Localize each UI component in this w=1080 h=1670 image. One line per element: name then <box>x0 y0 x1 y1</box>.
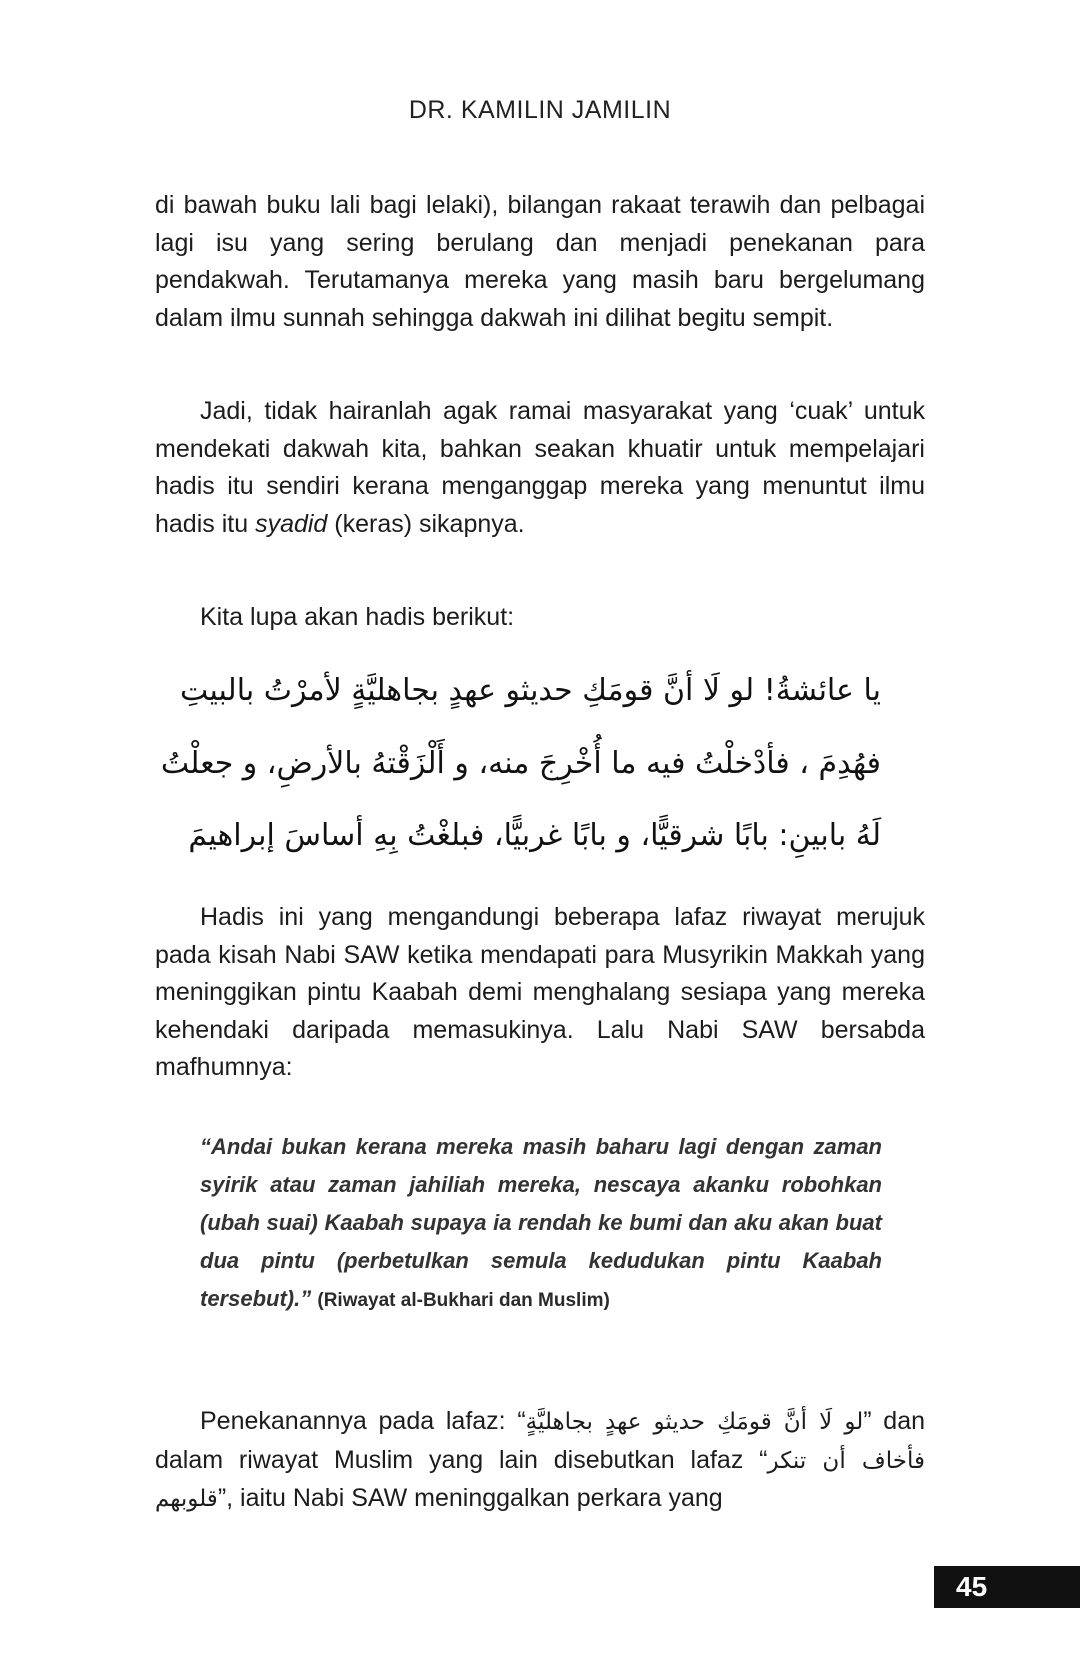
paragraph-3-text: Kita lupa akan hadis berikut: <box>200 603 515 631</box>
quote-text: “Andai bukan kerana mereka masih baharu lagi dengan zaman syirik atau zaman jahiliah mereka, nescaya akanku robohkan (ubah suai) Kaabah supaya ia rendah ke bumi dan aku akan buat dua pintu (perbetulkan semula kedudukan pintu Kaabah tersebut).” <box>200 1134 882 1311</box>
paragraph-2-italic-term: syadid <box>255 509 328 538</box>
quote-attribution: (Riwayat al-Bukhari dan Muslim) <box>317 1290 610 1311</box>
paragraph-4 <box>155 899 925 1087</box>
paragraph-5-part-3: ”, iaitu Nabi SAW meninggalkan perkara yang <box>217 1484 723 1512</box>
paragraph-2-before: Jadi, tidak hairanlah agak ramai masyarakat yang ‘cuak’ untuk mendekati dakwah kita, bahkan seakan khuatir untuk mempelajari hadis itu sendiri kerana menganggap mereka yang menuntut ilmu hadis itu <box>155 397 925 538</box>
hadith-arabic-line-3: لَهُ بابينِ: بابًا شرقيًّا، و بابًا غربيًّا، فبلغْتُ بِهِ أساسَ إبراهيمَ <box>188 818 881 853</box>
hadith-arabic-line-2: فهُدِمَ ، فأدْخلْتُ فيه ما أُخْرِجَ منه، و أَلْزَقْتهُ بالأرضِ، و جعلْتُ <box>160 746 881 781</box>
paragraph-2-after: (keras) sikapnya. <box>327 509 525 538</box>
paragraph-5 <box>155 1403 925 1519</box>
paragraph-2 <box>155 393 925 543</box>
paragraph-2-text <box>155 393 925 543</box>
paragraph-5-text <box>155 1403 925 1519</box>
page-number: 45 <box>934 1566 1080 1608</box>
paragraph-5-part-2: ” dan dalam riwayat Muslim yang lain disebutkan lafaz “ <box>155 1407 926 1474</box>
paragraph-5-part-1: Penekanannya pada lafaz: “ <box>200 1407 526 1435</box>
paragraph-3 <box>155 599 925 637</box>
hadith-translation-quote <box>200 1128 882 1320</box>
paragraph-5-arabic-1: لو لَا أنَّ قومَكِ حديثو عهدٍ بجاهليَّةٍ <box>525 1409 864 1435</box>
paragraph-1 <box>155 187 925 337</box>
paragraph-5-arabic-2: فأخاف أن تنكر قلوبهم <box>155 1447 925 1512</box>
hadith-arabic-line-1: يا عائشةُ! لو لَا أنَّ قومَكِ حديثو عهدٍ بجاهليَّةٍ لأمرْتُ بالبيتِ <box>179 673 881 708</box>
running-header: DR. KAMILIN JAMILIN <box>408 96 672 124</box>
paragraph-4-text: Hadis ini yang mengandungi beberapa lafaz riwayat merujuk pada kisah Nabi SAW ketika mendapati para Musyrikin Makkah yang meninggikan pintu Kaabah demi menghalang sesiapa yang mereka kehendaki daripada memasukinya. Lalu Nabi SAW bersabda mafhumnya: <box>155 903 925 1081</box>
paragraph-1-text: di bawah buku lali bagi lelaki), bilangan rakaat terawih dan pelbagai lagi isu yang sering berulang dan menjadi penekanan para pendakwah. Terutamanya mereka yang masih baru bergelumang dalam ilmu sunnah sehingga dakwah ini dilihat begitu sempit. <box>155 191 925 332</box>
